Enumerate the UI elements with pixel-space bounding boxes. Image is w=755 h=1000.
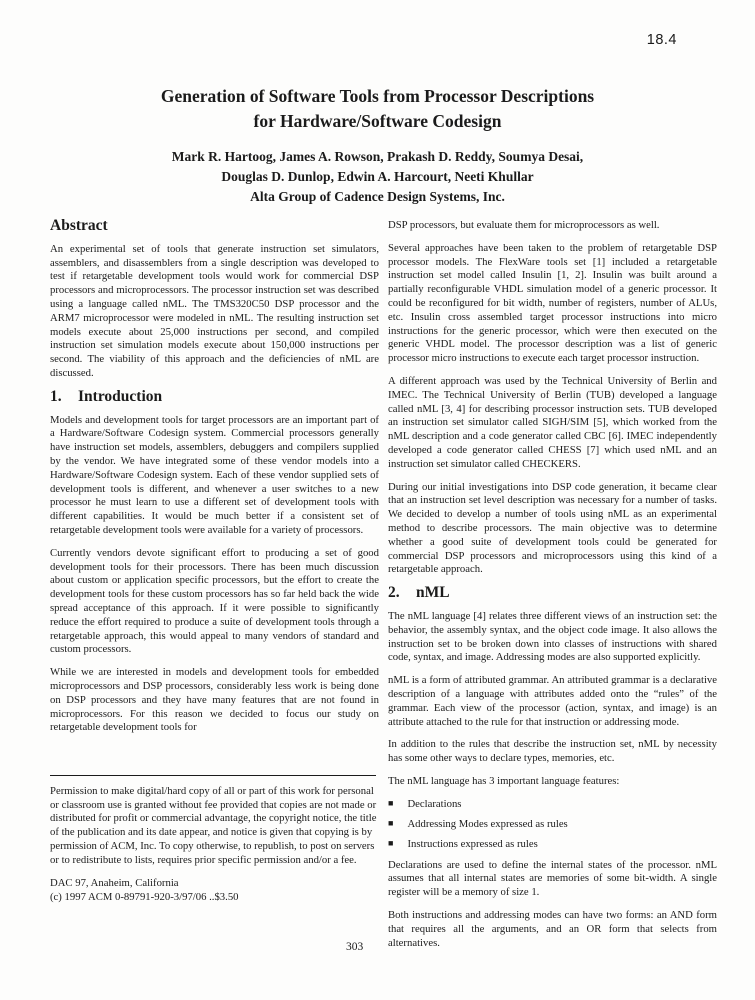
feature-list-item: [388, 838, 717, 852]
authors-line-2: Douglas D. Dunlop, Edwin A. Harcourt, Neeti Khullar: [221, 169, 534, 184]
related-work-paragraph-3: During our initial investigations into DSP code generation, it became clear that an instruction set level description was necessary for a number of tasks. We decided to develop a number of tools using nML as an experimental method to describe processors. The main objective was to determine whether a good suite of development tools could be generated for commercial DSP processors and microprocessors using this kind of a retargetable approach.: [388, 480, 717, 576]
abstract-heading: Abstract: [50, 219, 108, 234]
introduction-heading: [50, 387, 379, 405]
bullet-square-icon: ■: [388, 817, 394, 828]
related-work-paragraph-1: Several approaches have been taken to the problem of retargetable DSP processor models. The FlexWare tools set [1] included a retargetable instruction set model called Insulin [1, 2]. Insulin was built around a partially reconfigurable VHDL simulation model of a generic processor. It could be reconfigured for bit width, number of registers, number of ALUs, etc. Insulin cross assembled target processor instructions into micro instructions for the generic processor, which were then executed on the generic VHDL model. The processor description was a list of generic processor micro instructions to execute each target processor instruction.: [388, 241, 717, 365]
introduction-continuation-paragraph: DSP processors, but evaluate them for microprocessors as well.: [388, 219, 660, 231]
nml-paragraph-2: nML is a form of attributed grammar. An attributed grammar is a declarative description of a language with attributes added onto the “rules” of the grammar. Each view of the processor (action, syntax, and image) is an attribute attached to the rule for that instruction or addressing mode.: [388, 674, 717, 728]
permission-notice: Permission to make digital/hard copy of all or part of this work for personal or classroom use is granted without fee provided that copies are not made or distributed for profit or commercial advantage, the copyright notice, the title of the publication and its date appear, and notice is given that copying is by permission of ACM, Inc. To copy otherwise, to republish, to post on servers or to redistribute to lists, requires prior specific permission and/or a fee.: [50, 785, 377, 866]
introduction-paragraph-1: Models and development tools for target processors are an important part of a Hardware/Software Codesign system. Commercial processors generally have instruction set models, assemblers, debuggers and compilers supplied by the vendor. We have integrated some of these vendor models into a Hardware/Software Codesign system. Each of these vendor supplied sets of development tools is different, and whenever a user switches to a new processor he must learn to use a different set of development tools with different capabilities. It would be much better if a consistent set of retargetable development tools were available for a variety of processors.: [50, 413, 379, 536]
nml-section-title: nML: [416, 584, 450, 602]
introduction-section-number: 1.: [50, 387, 62, 405]
feature-label: Declarations: [407, 797, 462, 810]
left-column: [50, 219, 379, 775]
feature-list-item: [388, 798, 717, 812]
page-number: 303: [346, 941, 364, 953]
copyright-footnote: [50, 775, 379, 904]
feature-list-item: [388, 818, 717, 832]
nml-paragraph-1: The nML language [4] relates three different views of an instruction set: the behavior, the assembly syntax, and the object code image. It also allows the instruction set to be broken down into classes of instructions with shared code, syntax, and image. Addressing modes are also supported explicitly.: [388, 609, 717, 664]
bullet-square-icon: ■: [388, 838, 394, 849]
feature-label: Addressing Modes expressed as rules: [407, 817, 568, 830]
feature-label: Instructions expressed as rules: [407, 838, 538, 851]
copyright-line: (c) 1997 ACM 0-89791-920-3/97/06 ..$3.50: [50, 891, 239, 904]
nml-features-intro: The nML language has 3 important language features:: [388, 774, 620, 787]
abstract-paragraph: An experimental set of tools that generate instruction set simulators, assemblers, and disassemblers from a single description was developed to test if retargetable development tools would work for commercial DSP processors and microprocessors. The processor instruction set was described using a language called nML. The TMS320C50 DSP processor and the ARM7 microprocessor were modeled in nML. The resulting instruction set models execute about 25,000 instructions per second, and compiled instruction set simulation models execute about 150,000 instructions per second. The viability of this approach and the deficiencies of nML are discussed.: [50, 242, 379, 379]
author-block: [0, 147, 755, 207]
session-number: 18.4: [646, 32, 677, 48]
related-work-paragraph-2: A different approach was used by the Technical University of Berlin and IMEC. The Technical University of Berlin (TUB) developed a language called nML [3, 4] for describing processor instruction sets. TUB developed an instruction set simulator called SIGH/SIM [5], which worked from the nML description and a code generator called CBC [6]. IMEC independently developed a code generator called CHESS [7] which used nML and an instruction set simulator called CHECKERS.: [388, 374, 717, 470]
introduction-paragraph-3: While we are interested in models and development tools for embedded microprocessors and DSP processors, considerably less work is being done on DSP processors and they have many features that are not found in microprocessors. For this reason we decided to focus our study on retargetable development tools for: [50, 666, 379, 734]
nml-paragraph-3: In addition to the rules that describe the instruction set, nML by necessity has some other ways to declare types, memories, etc.: [388, 738, 717, 765]
authors-line-1: Mark R. Hartoog, James A. Rowson, Prakash D. Reddy, Soumya Desai,: [171, 149, 584, 164]
nml-heading: [388, 586, 717, 600]
title-line-2: for Hardware/Software Codesign: [253, 111, 502, 131]
introduction-paragraph-2: Currently vendors devote significant effort to producing a set of good development tools for their processors. There has been much discussion about custom or application specific processors, but the effort to create the development tools for these custom processors has so far held back the wide spread acceptance of this approach. If it were possible to significantly reduce the effort required to produce a suite of development tools through a retargetable approach, this would appeal to many vendors of standard and custom processors.: [50, 546, 379, 656]
right-column: [388, 219, 717, 949]
bullet-square-icon: ■: [388, 797, 394, 808]
paper-header: [0, 84, 755, 207]
conference-venue: DAC 97, Anaheim, California: [50, 877, 179, 890]
paper-title: [0, 84, 755, 134]
affiliation: Alta Group of Cadence Design Systems, Inc.: [250, 189, 505, 204]
nml-section-number: 2.: [388, 584, 400, 602]
nml-paragraph-4: Declarations are used to define the internal states of the processor. nML assumes that all internal states are memories of some bit-width. A single register will be a memory of size 1.: [388, 858, 717, 899]
title-line-1: Generation of Software Tools from Processor Descriptions: [160, 86, 595, 106]
footnote-rule: [50, 775, 376, 776]
introduction-section-title: Introduction: [78, 387, 163, 405]
nml-paragraph-5: Both instructions and addressing modes can have two forms: an AND form that requires all the arguments, and an OR form that selects from alternatives.: [388, 908, 717, 949]
